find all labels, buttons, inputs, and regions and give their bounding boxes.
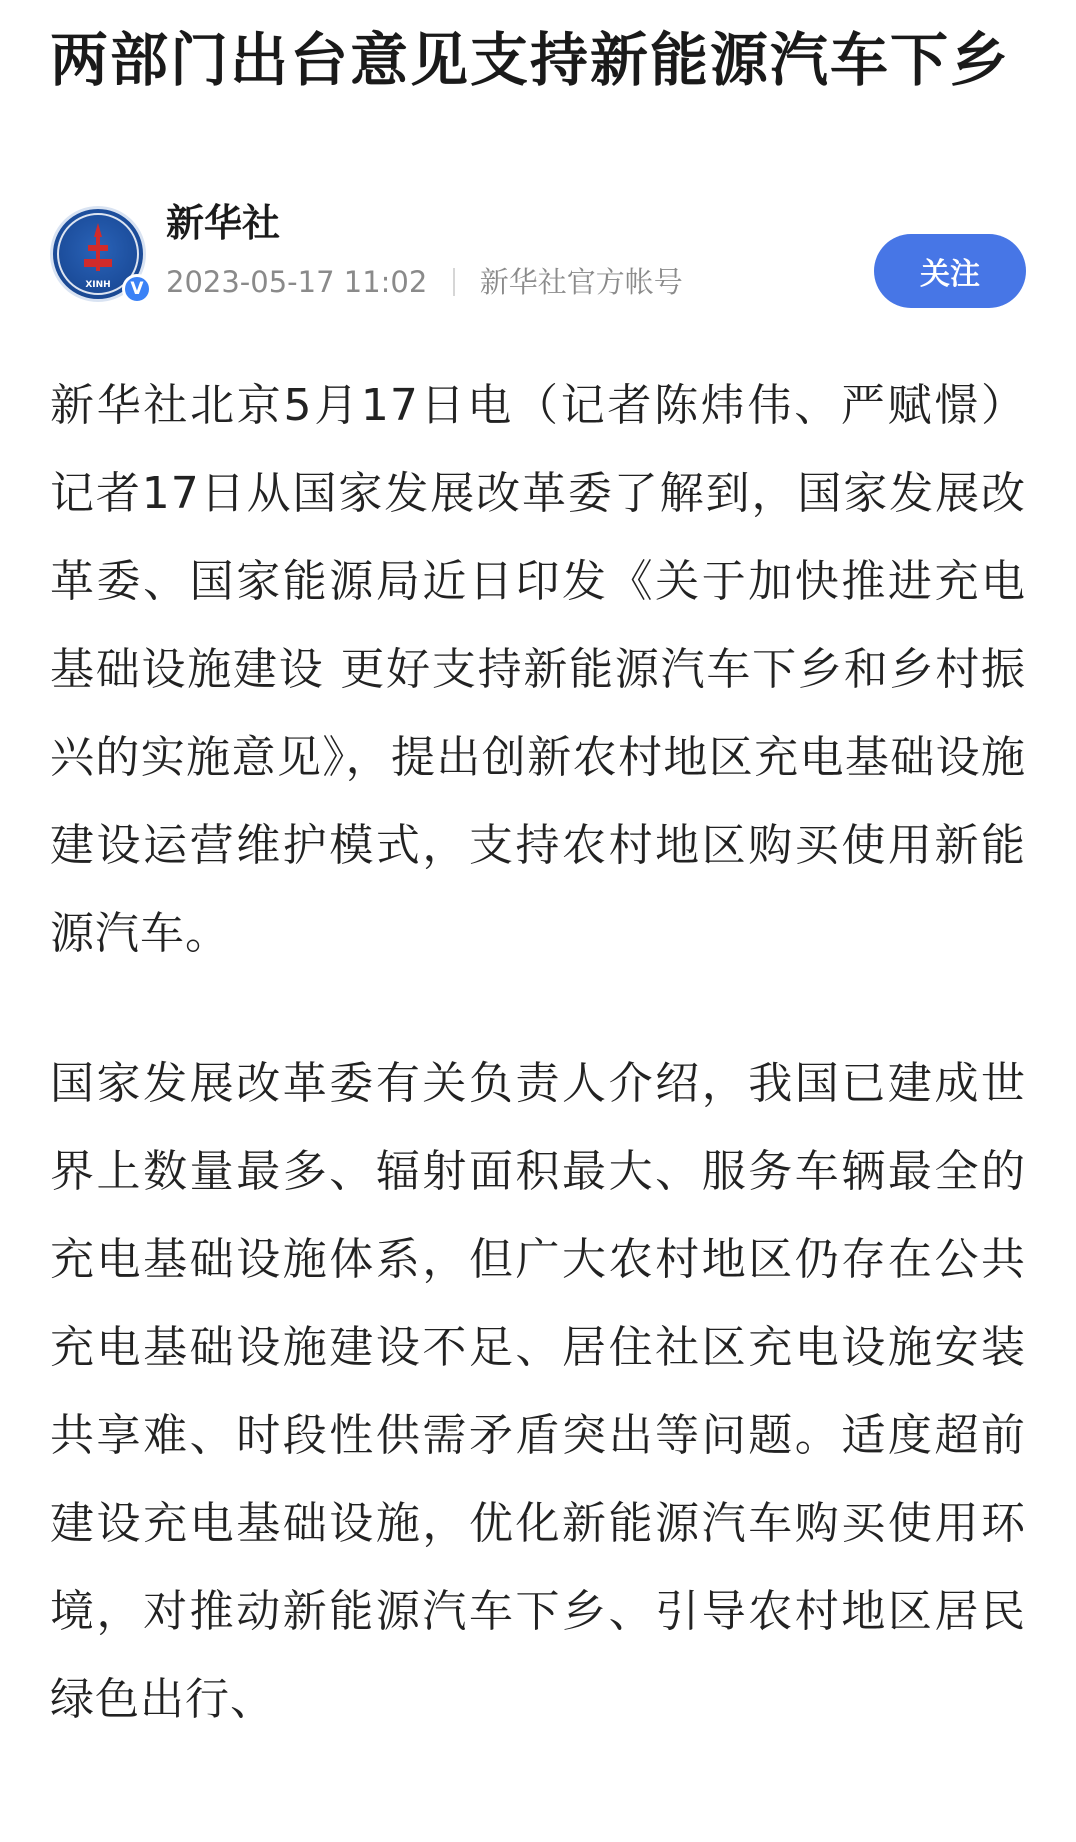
verified-badge-icon: V — [122, 274, 152, 304]
avatar-logo-text: XINH — [85, 280, 111, 290]
author-name[interactable]: 新华社 — [166, 201, 281, 245]
meta-divider — [453, 268, 455, 296]
article-body — [50, 362, 1026, 1744]
body-paragraph-2: 国家发展改革委有关负责人介绍，我国已建成世界上数量最多、辐射面积最大、服务车辆最全的充电基础设施体系，但广大农村地区仍存在公共充电基础设施建设不足、居住社区充电设施安装共享难、时段性供需矛盾突出等问题。适度超前建设充电基础设施，优化新能源汽车购买使用环境，对推动新能源汽车下乡、引导农村地区居民绿色出行、 — [50, 1058, 1026, 1725]
author-bar — [50, 198, 1026, 306]
author-meta — [166, 262, 683, 302]
article-title: 两部门出台意见支持新能源汽车下乡 — [50, 26, 1011, 94]
body-paragraph-1: 新华社北京5月17日电（记者陈炜伟、严赋憬）记者17日从国家发展改革委了解到，国家发展改革委、国家能源局近日印发《关于加快推进充电基础设施建设 更好支持新能源汽车下乡和乡村振兴的实施意见》，提出创新农村地区充电基础设施建设运营维护模式，支持农村地区购买使用新能源汽车。 — [50, 380, 1026, 959]
account-type-label: 新华社官方帐号 — [479, 265, 683, 299]
publish-timestamp: 2023-05-17 11:02 — [166, 265, 428, 299]
follow-button[interactable]: 关注 — [874, 234, 1026, 308]
